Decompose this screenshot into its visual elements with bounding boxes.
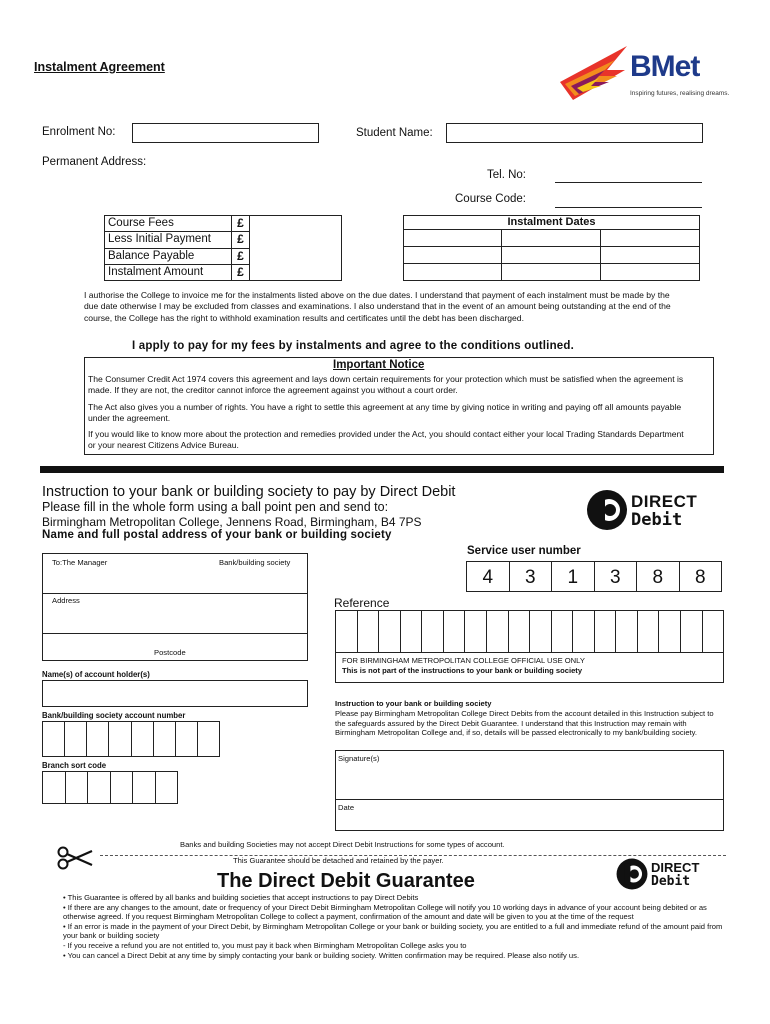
bank-name-box[interactable]: [42, 553, 308, 594]
fees-row: [105, 265, 249, 280]
dd-fill-in: Please fill in the whole form using a ball point pen and send to:: [42, 500, 389, 514]
service-user-digit: 8: [694, 567, 706, 588]
service-user-number-label: Service user number: [467, 545, 581, 557]
enrolment-input[interactable]: [132, 123, 319, 143]
instalment-dates-header: Instalment Dates: [404, 216, 699, 230]
tel-input-line[interactable]: [555, 182, 702, 183]
bmet-logo-name: BMet: [630, 50, 700, 83]
reference-char[interactable]: [465, 611, 487, 652]
bank-society-label: Bank/building society: [219, 558, 291, 567]
guarantee-bullet: • If an error is made in the payment of your Direct Debit, by Birmingham Metropolitan College or your bank or building society, you are entitled to a full and immediate refund of the amount paid from your bank or building society: [63, 921, 723, 941]
important-notice-title: Important Notice: [333, 359, 425, 371]
service-user-digit: 3: [595, 562, 638, 591]
important-notice-box: [84, 357, 714, 455]
fees-table: [104, 215, 250, 281]
reference-char[interactable]: [595, 611, 617, 652]
account-holder-label: Name(s) of account holder(s): [42, 670, 150, 679]
signature-label: Signature(s): [338, 754, 380, 763]
service-user-digit: 1: [552, 562, 595, 591]
bmet-swoosh-icon: [555, 40, 635, 105]
sort-code-digit[interactable]: [66, 772, 89, 803]
office-use-line2: This is not part of the instructions to your bank or building society: [342, 666, 583, 675]
student-name-label: Student Name:: [356, 127, 433, 139]
instalment-date-cell[interactable]: [404, 247, 502, 264]
bank-address-label: Address: [52, 596, 80, 605]
fees-row-currency: £: [237, 216, 244, 230]
direct-debit-small-line2: Debit: [651, 874, 691, 889]
fees-row-label: Less Initial Payment: [105, 232, 232, 247]
fees-row: [105, 249, 249, 265]
reference-char[interactable]: [703, 611, 724, 652]
sort-code-digit[interactable]: [156, 772, 178, 803]
direct-debit-logo-small: [615, 857, 727, 891]
account-number-digit[interactable]: [87, 722, 109, 756]
sort-code-boxes: [42, 771, 178, 804]
instalment-date-cell[interactable]: [601, 247, 699, 264]
reference-char[interactable]: [358, 611, 380, 652]
fees-row: [105, 232, 249, 248]
reference-char[interactable]: [638, 611, 660, 652]
account-number-digit[interactable]: [198, 722, 219, 756]
date-label: Date: [338, 803, 355, 812]
fees-row-currency: £: [237, 232, 244, 247]
postcode-divider: [42, 633, 308, 634]
instalment-date-cell[interactable]: [601, 264, 699, 281]
reference-char[interactable]: [616, 611, 638, 652]
to-manager-label: To:The Manager: [52, 558, 108, 567]
reference-char[interactable]: [552, 611, 574, 652]
guarantee-bullet: • You can cancel a Direct Debit at any time by simply contacting your bank or building society. Written confirmation may be required. Please also notify us.: [63, 950, 580, 960]
direct-debit-logo-line1: DIRECT: [631, 492, 698, 511]
guarantee-title: The Direct Debit Guarantee: [217, 870, 475, 892]
authorise-text: I authorise the College to invoice me for the instalments listed above on the due dates. I understand that payment of each instalment must be made by the due date otherwise I may be excluded from classes and examinations. I also understand that in the event of an amount being outstanding at the end of the course, the College has the right to withhold examination results and certificates until the debt has been discharged.: [84, 290, 671, 323]
instalment-date-cell[interactable]: [404, 264, 502, 281]
guarantee-bullet: - If you receive a refund you are not entitled to, you must pay it back when Birmingham Metropolitan College asks you to: [63, 940, 467, 950]
instalment-date-cell[interactable]: [404, 230, 502, 247]
service-user-digit: 8: [637, 562, 680, 591]
direct-debit-mark-small-icon: [615, 857, 649, 891]
notice-paragraph-3: If you would like to know more about the protection and remedies provided under the Act, you should contact either your local Trading Standards Department or your nearest Citizens Advice Bureau.: [88, 429, 684, 451]
reference-char[interactable]: [422, 611, 444, 652]
fees-row: [105, 216, 249, 232]
account-number-digit[interactable]: [132, 722, 154, 756]
dd-name-address-heading: Name and full postal address of your bank or building society: [42, 529, 392, 541]
sort-code-digit[interactable]: [88, 772, 111, 803]
instalment-date-cell[interactable]: [502, 264, 600, 281]
instruction-title: Instruction to your bank or building society: [335, 699, 492, 708]
section-divider: [40, 466, 724, 473]
direct-debit-logo-line2: Debit: [631, 510, 683, 530]
reference-char[interactable]: [401, 611, 423, 652]
sort-code-label: Branch sort code: [42, 761, 107, 770]
address-label: Permanent Address:: [42, 156, 147, 168]
direct-debit-logo: [585, 488, 725, 532]
notice-paragraph-1: The Consumer Credit Act 1974 covers this agreement and lays down certain requirements for your protection which must be satisfied when the agreement is made. If they are not, the creditor cannot inforce the agreement against you without a court order.: [88, 374, 684, 396]
instalment-date-cell[interactable]: [502, 247, 600, 264]
postcode-label: Postcode: [154, 648, 186, 657]
dd-send-address: Birmingham Metropolitan College, Jennens Road, Birmingham, B4 7PS: [42, 515, 422, 529]
direct-debit-small-line1: DIRECT: [651, 860, 700, 875]
date-box[interactable]: [335, 799, 724, 831]
guarantee-bullet: • This Guarantee is offered by all banks and building societies that accept instructions to pay Direct Debits: [63, 893, 419, 902]
service-user-digit: 4: [467, 562, 510, 591]
reference-char[interactable]: [487, 611, 509, 652]
instruction-text: Please pay Birmingham Metropolitan College Direct Debits from the account detailed in this Instruction subject to the safeguards assured by the Direct Debit Guarantee. I understand that this Instruction may remain with Birmingham Metropolitan College and, if so, details will be passed electronically to my bank/building society.: [335, 709, 714, 738]
account-number-digit[interactable]: [176, 722, 198, 756]
apply-statement: I apply to pay for my fees by instalments and agree to the conditions outlined.: [132, 340, 575, 352]
reference-char[interactable]: [444, 611, 466, 652]
account-number-digit[interactable]: [43, 722, 65, 756]
fees-row-label: Instalment Amount: [105, 265, 232, 280]
reference-label: Reference: [334, 596, 390, 610]
fees-row-label: Course Fees: [105, 216, 232, 231]
page-title: Instalment Agreement: [34, 60, 165, 74]
bmet-logo: [555, 40, 730, 105]
instalment-date-cell[interactable]: [601, 230, 699, 247]
fees-row-currency: £: [237, 264, 244, 279]
reference-char[interactable]: [336, 611, 358, 652]
detach-note: This Guarantee should be detached and retained by the payer.: [233, 856, 444, 865]
notice-paragraph-2: The Act also gives you a number of rights. You have a right to settle this agreement at any time by giving notice in writing and paying off all amounts payable under the agreement.: [88, 402, 682, 424]
bmet-logo-tagline: Inspiring futures, realising dreams.: [630, 90, 730, 97]
reference-char[interactable]: [379, 611, 401, 652]
reference-char[interactable]: [681, 611, 703, 652]
reference-char[interactable]: [509, 611, 531, 652]
scissors-icon: [56, 846, 96, 870]
course-code-label: Course Code:: [455, 193, 526, 205]
dd-heading: Instruction to your bank or building society to pay by Direct Debit: [42, 484, 456, 500]
tel-label: Tel. No:: [487, 169, 526, 181]
instalment-date-cell[interactable]: [502, 230, 600, 247]
reference-char[interactable]: [530, 611, 552, 652]
service-user-number-boxes: [466, 561, 722, 592]
sort-code-digit[interactable]: [111, 772, 134, 803]
account-number-label: Bank/building society account number: [42, 711, 186, 720]
office-use-box: [335, 652, 724, 683]
signature-box[interactable]: [335, 750, 724, 800]
sort-code-digit[interactable]: [133, 772, 156, 803]
enrolment-label: Enrolment No:: [42, 126, 116, 138]
fees-amount-input-column[interactable]: [249, 215, 342, 281]
office-use-line1: FOR BIRMINGHAM METROPOLITAN COLLEGE OFFICIAL USE ONLY: [342, 656, 585, 665]
reference-char[interactable]: [659, 611, 681, 652]
direct-debit-mark-icon: [585, 488, 629, 532]
reference-boxes: [335, 610, 724, 653]
reference-char[interactable]: [573, 611, 595, 652]
fees-row-label: Balance Payable: [105, 249, 232, 264]
account-number-boxes: [42, 721, 220, 757]
fees-row-currency: £: [237, 248, 244, 263]
banks-note: Banks and building Societies may not accept Direct Debit Instructions for some types of account.: [180, 840, 505, 849]
account-holder-input[interactable]: [42, 680, 308, 707]
account-number-digit[interactable]: [109, 722, 131, 756]
guarantee-bullet: • If there are any changes to the amount, date or frequency of your Direct Debit Birmingham Metropolitan College will notify you 10 working days in advance of your account being debited or as otherwise agreed. If you request Birmingham Metropolitan College to collect a payment, confirmation of the amount and date will be given to you at the time of the request: [63, 902, 707, 922]
instalment-dates-table: [403, 215, 700, 281]
student-name-input[interactable]: [446, 123, 703, 143]
course-code-input-line[interactable]: [555, 207, 702, 208]
sort-code-digit[interactable]: [43, 772, 66, 803]
guarantee-bullets: [63, 893, 725, 960]
service-user-digit: 3: [510, 562, 553, 591]
account-number-digit[interactable]: [154, 722, 176, 756]
account-number-digit[interactable]: [65, 722, 87, 756]
